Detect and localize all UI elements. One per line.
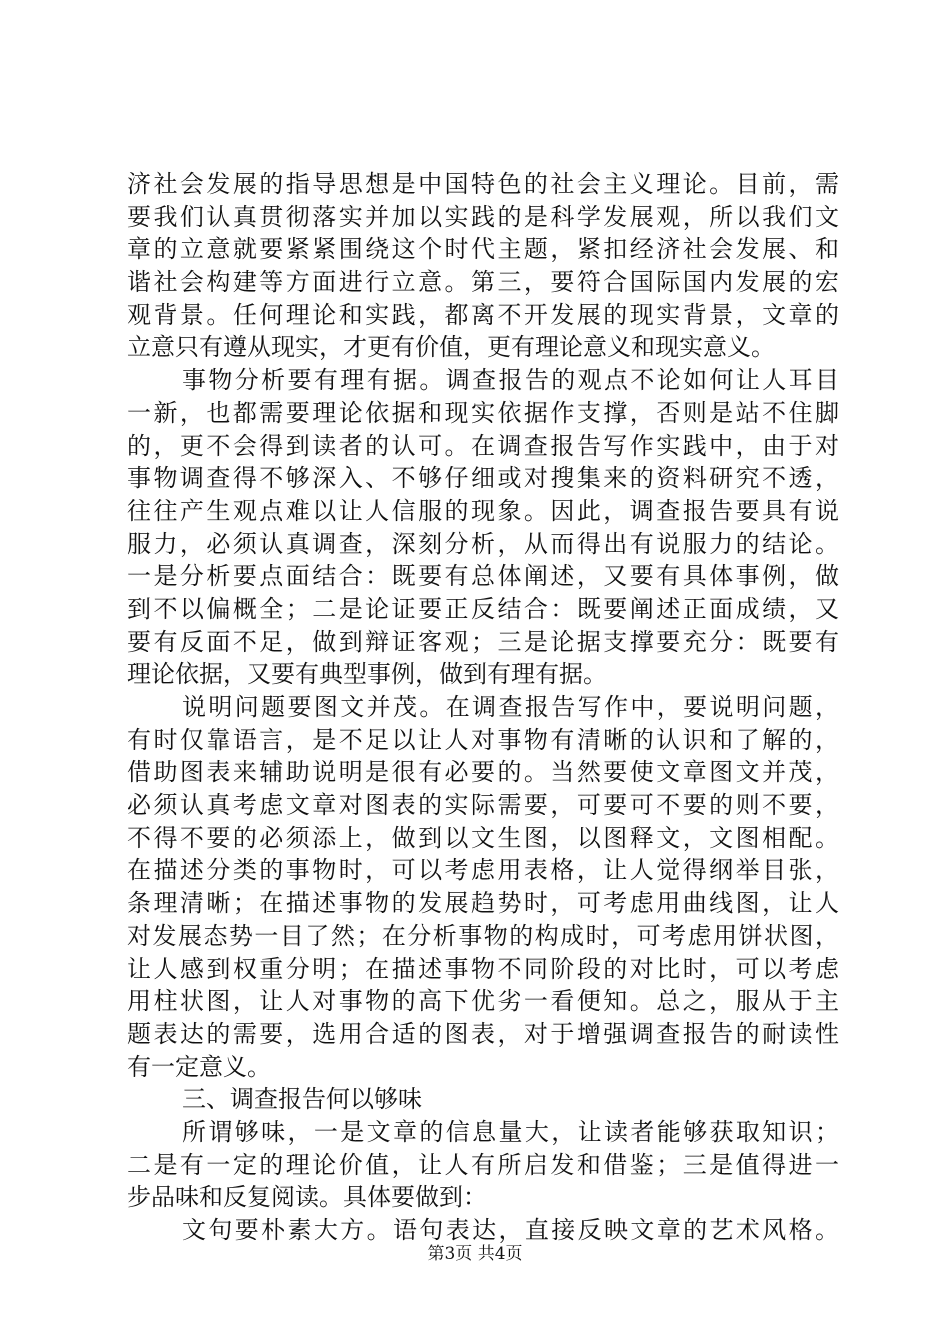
text-line: 往往产生观点难以让人信服的现象。因此，调查报告要具有说: [127, 496, 839, 525]
text-line: 事物调查得不够深入、不够仔细或对搜集来的资料研究不透，: [127, 464, 839, 493]
text-line: 谐社会构建等方面进行立意。第三，要符合国际国内发展的宏: [127, 268, 839, 297]
text-line: 说明问题要图文并茂。在调查报告写作中，要说明问题，: [182, 693, 839, 721]
text-line: 条理清晰；在描述事物的发展趋势时，可考虑用曲线图，让人: [127, 889, 839, 918]
text-line: 有一定意义。: [127, 1052, 271, 1081]
text-line: 要有反面不足，做到辩证客观；三是论据支撑要充分：既要有: [127, 627, 839, 656]
text-line: 济社会发展的指导思想是中国特色的社会主义理论。目前，需: [127, 170, 839, 198]
text-line: 对发展态势一目了然；在分析事物的构成时，可考虑用饼状图，: [127, 921, 839, 950]
text-line: 理论依据，又要有典型事例，做到有理有据。: [127, 660, 607, 689]
text-line: 一是分析要点面结合：既要有总体阐述，又要有具体事例，做: [127, 562, 839, 591]
text-line: 在描述分类的事物时，可以考虑用表格，让人觉得纲举目张，: [127, 856, 839, 885]
text-line: 服力，必须认真调查，深刻分析，从而得出有说服力的结论。: [127, 529, 839, 558]
text-line: 文句要朴素大方。语句表达，直接反映文章的艺术风格。: [182, 1216, 839, 1244]
text-line: 的，更不会得到读者的认可。在调查报告写作实践中，由于对: [127, 431, 839, 460]
text-line: 到不以偏概全；二是论证要正反结合：既要阐述正面成绩，又: [127, 594, 839, 623]
document-body: [127, 168, 839, 1247]
text-line: 观背景。任何理论和实践，都离不开发展的现实背景，文章的: [127, 300, 839, 329]
text-line: 一新，也都需要理论依据和现实依据作支撑，否则是站不住脚: [127, 398, 839, 427]
text-line: 让人感到权重分明；在描述事物不同阶段的对比时，可以考虑: [127, 954, 839, 983]
text-line: 题表达的需要，选用合适的图表，对于增强调查报告的耐读性: [127, 1019, 839, 1048]
text-line: 用柱状图，让人对事物的高下优劣一看便知。总之，服从于主: [127, 987, 839, 1016]
text-line: 必须认真考虑文章对图表的实际需要，可要可不要的则不要，: [127, 791, 839, 820]
text-line: 二是有一定的理论价值，让人有所启发和借鉴；三是值得进一: [127, 1150, 839, 1179]
text-line: 事物分析要有理有据。调查报告的观点不论如何让人耳目: [182, 366, 839, 395]
text-line: 借助图表来辅助说明是很有必要的。当然要使文章图文并茂，: [127, 758, 839, 787]
text-line: 所谓够味，一是文章的信息量大，让读者能够获取知识；: [182, 1117, 839, 1146]
text-line: 不得不要的必须添上，做到以文生图，以图释文，文图相配。: [127, 823, 839, 852]
text-line: 步品味和反复阅读。具体要做到：: [127, 1183, 487, 1212]
page-footer: 第3页 共4页: [427, 1244, 523, 1264]
text-line: 要我们认真贯彻落实并加以实践的是科学发展观，所以我们文: [127, 202, 839, 231]
text-line: 三、调查报告何以够味: [182, 1085, 422, 1114]
text-line: 有时仅靠语言，是不足以让人对事物有清晰的认识和了解的，: [127, 725, 839, 754]
text-line: 立意只有遵从现实，才更有价值，更有理论意义和现实意义。: [127, 333, 775, 362]
text-line: 章的立意就要紧紧围绕这个时代主题，紧扣经济社会发展、和: [127, 235, 839, 264]
